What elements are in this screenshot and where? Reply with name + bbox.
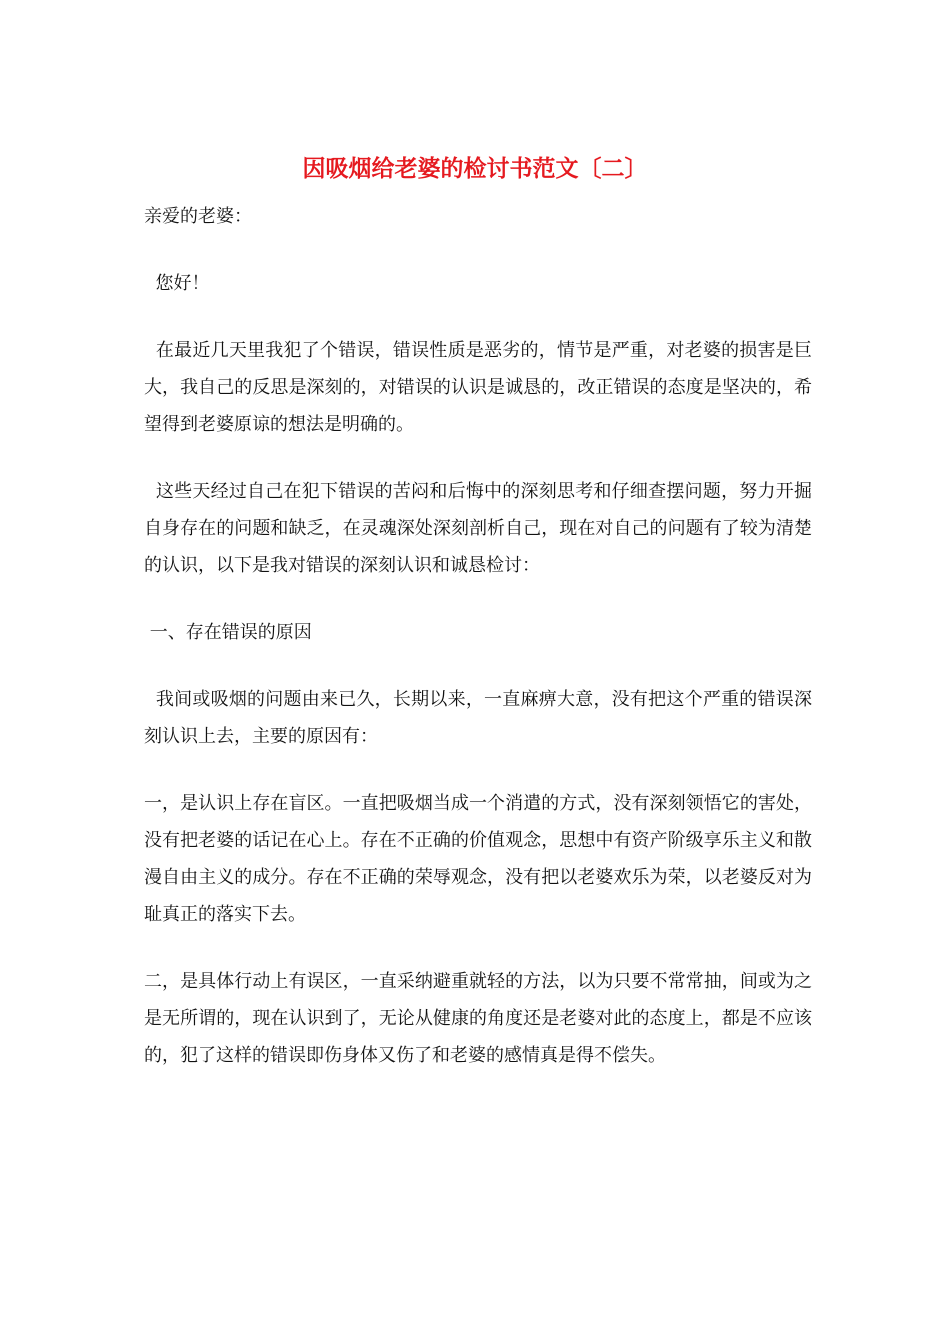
paragraph-gap xyxy=(144,302,812,332)
salutation: 亲爱的老婆： xyxy=(144,206,252,227)
document-body xyxy=(144,198,812,1074)
paragraph-gap xyxy=(144,235,812,265)
section-heading: 一、存在错误的原因 xyxy=(144,622,312,643)
greeting: 您好！ xyxy=(144,273,210,294)
paragraph-gap xyxy=(144,933,812,963)
paragraph-gap xyxy=(144,755,812,785)
paragraph-5: 二，是具体行动上有误区，一直采纳避重就轻的方法，以为只要不常常抽，间或为之是无所谓的，现在认识到了，无论从健康的角度还是老婆对此的态度上，都是不应该的，犯了这样的错误即伤身体又伤了和老婆的感情真是得不偿失。 xyxy=(144,971,812,1066)
paragraph-1: 在最近几天里我犯了个错误，错误性质是恶劣的，情节是严重，对老婆的损害是巨大，我自己的反思是深刻的，对错误的认识是诚恳的，改正错误的态度是坚决的，希望得到老婆原谅的想法是明确的。 xyxy=(144,340,812,435)
paragraph-gap xyxy=(144,651,812,681)
paragraph-3: 我间或吸烟的问题由来已久，长期以来，一直麻痹大意，没有把这个严重的错误深刻认识上去，主要的原因有： xyxy=(144,689,812,747)
paragraph-4: 一，是认识上存在盲区。一直把吸烟当成一个消遣的方式，没有深刻领悟它的害处，没有把老婆的话记在心上。存在不正确的价值观念，思想中有资产阶级享乐主义和散漫自由主义的成分。存在不正确的荣辱观念，没有把以老婆欢乐为荣，以老婆反对为耻真正的落实下去。 xyxy=(144,793,812,925)
document-title: 因吸烟给老婆的检讨书范文〔二〕 xyxy=(302,155,648,182)
paragraph-gap xyxy=(144,584,812,614)
paragraph-gap xyxy=(144,443,812,473)
paragraph-2: 这些天经过自己在犯下错误的苦闷和后悔中的深刻思考和仔细查摆问题，努力开掘自身存在的问题和缺乏，在灵魂深处深刻剖析自己，现在对自己的问题有了较为清楚的认识，以下是我对错误的深刻认识和诚恳检讨： xyxy=(144,481,812,576)
